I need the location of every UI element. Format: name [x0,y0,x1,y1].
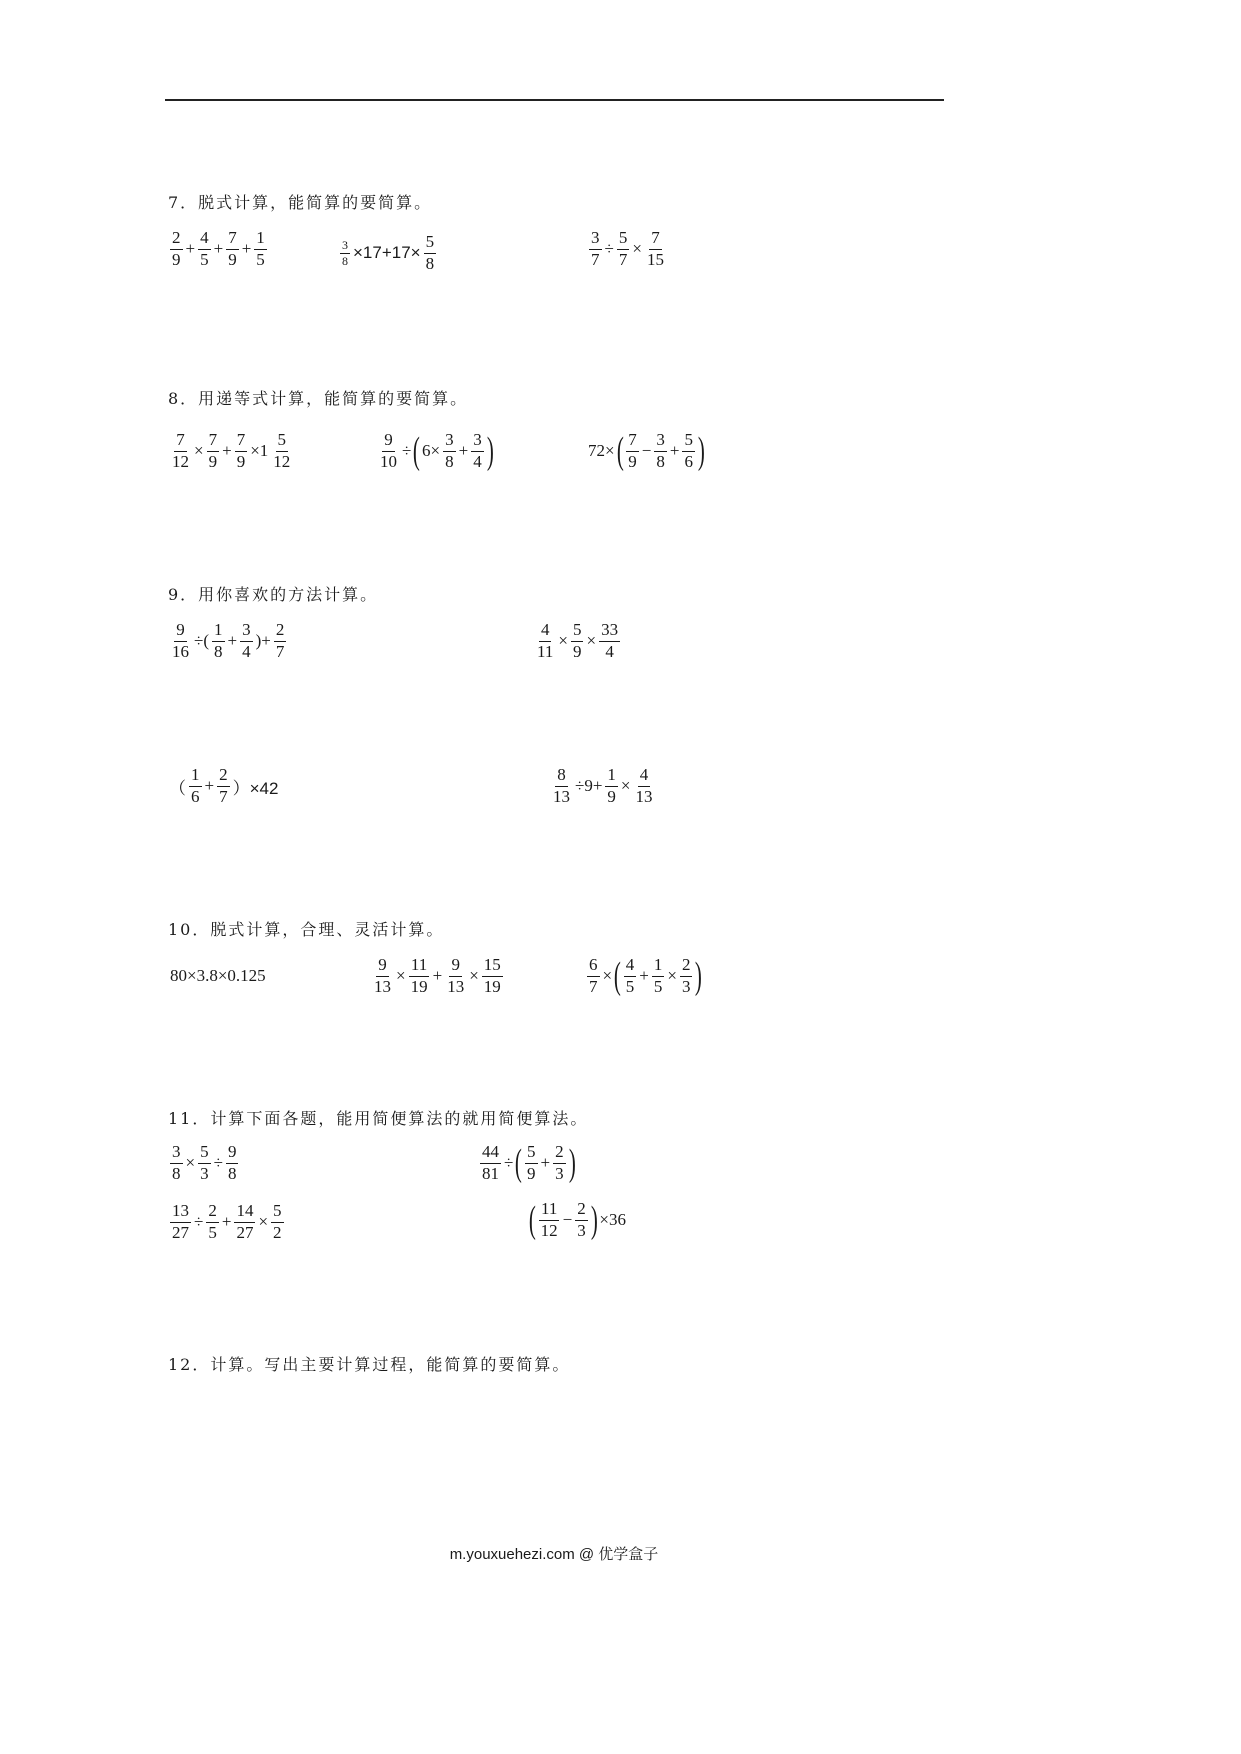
right-paren: ) [590,1199,598,1242]
fraction: $\frac{5}{12}$ [273,430,291,471]
q10-expr-3: $\frac{6}{7}$ × ( $\frac{4}{5}$ + $\frac{1}{5}$ × $\frac{2}{3}$ ) [589,955,703,998]
right-paren: ) [697,430,705,473]
fraction: $\frac{2}{3}$ [577,1199,586,1240]
question-10-title: 10．脱式计算，合理、灵活计算。 [168,920,445,939]
fraction: $\frac{5}{2}$ [273,1201,282,1242]
question-9-title: 9．用你喜欢的方法计算。 [168,585,379,604]
question-12-title: 12．计算。写出主要计算过程，能简算的要简算。 [168,1355,571,1374]
fraction: $\frac{3}{4}$ [473,430,482,471]
question-8-title: 8．用递等式计算，能简算的要简算。 [168,389,469,408]
fraction: $\frac{5}{9}$ [527,1142,536,1183]
q11-expr-1: $\frac{3}{8}$ × $\frac{5}{3}$ ÷ $\frac{9}{8}$ [172,1142,237,1183]
fraction: $\frac{7}{9}$ [208,430,218,471]
fraction: $\frac{2}{5}$ [208,1201,217,1242]
fraction: $\frac{13}{27}$ [172,1201,189,1242]
fraction: $\frac{1}{5}$ [653,955,663,996]
fraction: $\frac{8}{13}$ [553,765,570,806]
q10-expr-1: 80×3.8×0.125 [170,966,266,985]
fraction: $\frac{3}{8}$ [172,1142,181,1183]
q7-expr-2: $\frac{3}{8}$ ×17+17× $\frac{5}{8}$ [342,232,435,273]
q9-expr-3: （ $\frac{1}{6}$ + $\frac{2}{7}$ ）×42 [169,765,279,806]
fraction: $\frac{4}{5}$ [625,955,635,996]
fraction: $\frac{5}{6}$ [684,430,693,471]
fraction: $\frac{15}{19}$ [483,955,501,996]
fraction: $\frac{9}{8}$ [227,1142,237,1183]
fraction: $\frac{3}{7}$ [591,228,600,269]
q10-expr-2: $\frac{9}{13}$ × $\frac{11}{19}$ + $\frac{9}{13}$ × $\frac{15}{19}$ [374,955,501,996]
fraction: $\frac{5}{3}$ [200,1142,209,1183]
q11-expr-2: $\frac{44}{81}$ ÷ ( $\frac{5}{9}$ + $\frac{2}{3}$ ) [482,1142,576,1185]
question-7-title: 7．脱式计算，能简算的要简算。 [168,193,433,212]
question-11-title: 11．计算下面各题，能用简便算法的就用简便算法。 [168,1109,589,1128]
fraction: $\frac{3}{8}$ [342,237,348,268]
q8-expr-1: $\frac{7}{12}$ × $\frac{7}{9}$ + $\frac{7}{9}$ ×1 $\frac{5}{12}$ [172,430,291,471]
left-paren: ( [613,955,621,998]
fraction: $\frac{2}{3}$ [555,1142,564,1183]
q7-expr-3: $\frac{3}{7}$ ÷ $\frac{5}{7}$ × $\frac{7}{15}$ [591,228,664,269]
fraction: $\frac{7}{9}$ [228,228,237,269]
fraction: $\frac{1}{6}$ [191,765,200,806]
fraction: $\frac{2}{3}$ [681,955,691,996]
fraction: $\frac{4}{11}$ [537,620,554,661]
left-paren: ( [528,1199,536,1242]
fraction: $\frac{7}{9}$ [628,430,637,471]
right-paren: ) [486,430,494,473]
left-paren: ( [616,430,624,473]
fraction: $\frac{5}{7}$ [618,228,628,269]
q7-expr-1: $\frac{2}{9}$ + $\frac{4}{5}$ + $\frac{7}{9}$ + $\frac{1}{5}$ [172,228,265,269]
fraction: $\frac{6}{7}$ [589,955,598,996]
fraction: $\frac{7}{9}$ [236,430,246,471]
fraction: $\frac{5}{9}$ [572,620,582,661]
header-rule [165,99,944,101]
footer-watermark: m.youxuehezi.com @ 优学盒子 [449,1546,659,1563]
fraction: $\frac{14}{27}$ [236,1201,254,1242]
fraction: $\frac{11}{19}$ [410,955,428,996]
q8-expr-3: 72× ( $\frac{7}{9}$ − $\frac{3}{8}$ + $\frac{5}{6}$ ) [588,430,705,473]
q9-expr-1: $\frac{9}{16}$ ÷( $\frac{1}{8}$ + $\frac{3}{4}$ )+ $\frac{2}{7}$ [172,620,285,661]
fraction: $\frac{1}{5}$ [256,228,265,269]
q8-expr-2: $\frac{9}{10}$ ÷ ( 6× $\frac{3}{8}$ + $\frac{3}{4}$ ) [380,430,494,473]
fraction: $\frac{3}{8}$ [445,430,454,471]
right-paren: ) [695,955,703,998]
fraction: $\frac{9}{13}$ [374,955,391,996]
q11-expr-3: $\frac{13}{27}$ ÷ $\frac{2}{5}$ + $\frac{14}{27}$ × $\frac{5}{2}$ [172,1201,282,1242]
left-paren: ( [413,430,421,473]
fraction: $\frac{33}{4}$ [601,620,619,661]
q9-expr-2: $\frac{4}{11}$ × $\frac{5}{9}$ × $\frac{33}{4}$ [537,620,619,661]
fraction: $\frac{7}{15}$ [646,228,664,269]
fraction: $\frac{3}{4}$ [242,620,251,661]
fraction: $\frac{2}{9}$ [172,228,181,269]
fraction: $\frac{1}{8}$ [214,620,223,661]
fraction: $\frac{5}{8}$ [425,232,435,273]
fraction: $\frac{7}{12}$ [172,430,189,471]
fraction: $\frac{1}{9}$ [607,765,616,806]
fraction: $\frac{2}{7}$ [275,620,285,661]
q11-expr-4: ( $\frac{11}{12}$ − $\frac{2}{3}$ ) ×36 [528,1199,626,1242]
fraction: $\frac{44}{81}$ [482,1142,499,1183]
right-paren: ) [568,1142,576,1185]
fraction: $\frac{2}{7}$ [219,765,228,806]
fraction: $\frac{9}{16}$ [172,620,189,661]
q9-expr-4: $\frac{8}{13}$ ÷9+ $\frac{1}{9}$ × $\frac{4}{13}$ [553,765,653,806]
fraction: $\frac{3}{8}$ [656,430,665,471]
fraction: $\frac{4}{5}$ [200,228,209,269]
fraction: $\frac{4}{13}$ [635,765,653,806]
fraction: $\frac{11}{12}$ [540,1199,558,1240]
fraction: $\frac{9}{13}$ [447,955,465,996]
fraction: $\frac{9}{10}$ [380,430,397,471]
left-paren: ( [515,1142,523,1185]
